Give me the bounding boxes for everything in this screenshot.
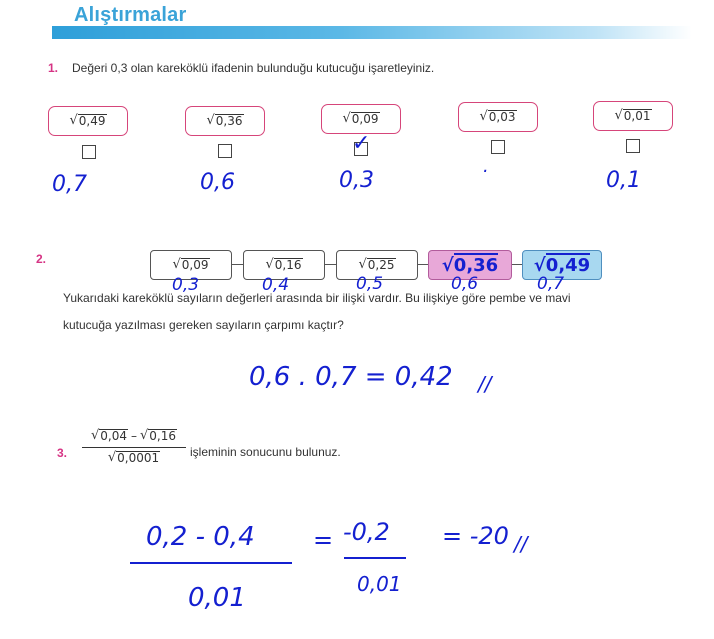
q2-connector-1: [232, 264, 243, 265]
q3-minus: –: [131, 429, 137, 443]
q1-radicand-3: 0,09: [351, 111, 379, 126]
q3-fraction: √ 0,04 – √ 0,16 √ 0,0001: [82, 429, 186, 466]
q2-blue-box: √0,49: [522, 250, 602, 280]
q2-number: 2.: [36, 252, 47, 266]
q2-connector-2: [325, 264, 336, 265]
q1-radicand-5: 0,01: [623, 108, 651, 123]
q1-checkbox-1[interactable]: [82, 145, 96, 159]
q2-note-1: 0,3: [172, 275, 200, 295]
q2-pink-value: 0,36: [453, 254, 499, 276]
q1-option-1: √ 0,49: [48, 106, 128, 136]
q3-work-equals-1: =: [313, 526, 334, 554]
q1-answer-4: .: [483, 156, 489, 177]
page-title: Alıştırmalar: [74, 4, 187, 26]
check-mark-icon: ✓: [352, 131, 371, 156]
q1-option-3: √ 0,09: [321, 104, 401, 134]
q2-text-line-1: Yukarıdaki kareköklü sayıların değerleri arasında bir ilişki vardır. Bu ilişkiye göre pembe ve mavi: [63, 291, 571, 305]
q2-chain-value-2: 0,16: [274, 257, 302, 272]
q2-answer-mark: //: [478, 372, 492, 396]
q2-chain-box-3: √ 0,25: [336, 250, 418, 280]
q2-text-line-2: kutucuğa yazılması gereken sayıların çarpımı kaçtır?: [63, 318, 344, 332]
q2-note-5: 0,7: [537, 274, 565, 294]
q2-pink-box: √0,36: [428, 250, 512, 280]
q3-numerator-a: 0,04: [100, 429, 127, 443]
q1-radicand-1: 0,49: [78, 113, 106, 128]
q1-option-5: √ 0,01: [593, 101, 673, 131]
q1-checkbox-4[interactable]: [491, 140, 505, 154]
q3-numerator-b: 0,16: [149, 429, 177, 443]
q3-work-mid-denominator: 0,01: [357, 572, 402, 596]
q1-checkbox-5[interactable]: [626, 139, 640, 153]
q2-connector-4: [512, 264, 522, 265]
q3-work-mark: //: [514, 532, 528, 556]
q3-fraction-bar: [82, 447, 186, 448]
q3-work-mid-bar: [344, 557, 406, 559]
q1-number: 1.: [48, 61, 59, 75]
title-bar: [52, 26, 692, 39]
q2-chain-box-2: √ 0,16: [243, 250, 325, 280]
q2-chain-value-1: 0,09: [181, 257, 209, 272]
q3-work-bar: [130, 562, 292, 564]
q1-answer-1: 0,7: [52, 172, 87, 197]
q3-work-result: = -20: [442, 522, 509, 550]
q2-handwritten-answer: 0,6 . 0,7 = 0,42: [249, 362, 453, 392]
q1-text: Değeri 0,3 olan kareköklü ifadenin bulunduğu kutucuğu işaretleyiniz.: [72, 61, 435, 75]
q1-radicand-4: 0,03: [488, 109, 516, 124]
q3-work-denominator: 0,01: [188, 583, 246, 613]
q2-chain-box-1: √ 0,09: [150, 250, 232, 280]
q1-radicand-2: 0,36: [215, 113, 243, 128]
q2-note-3: 0,5: [356, 274, 384, 294]
q3-denominator: 0,0001: [117, 450, 160, 465]
q2-chain-value-3: 0,25: [367, 257, 395, 272]
q1-option-2: √ 0,36: [185, 106, 265, 136]
q1-answer-2: 0,6: [200, 170, 235, 195]
q3-work-numerator: 0,2 - 0,4: [146, 522, 255, 552]
q1-option-4: √ 0,03: [458, 102, 538, 132]
q2-note-4: 0,6: [451, 274, 479, 294]
q2-connector-3: [418, 264, 428, 265]
q2-note-2: 0,4: [262, 275, 290, 295]
q2-blue-value: 0,49: [545, 254, 591, 276]
q3-number: 3.: [57, 446, 68, 460]
q3-text: işleminin sonucunu bulunuz.: [190, 445, 341, 459]
q1-answer-3: 0,3: [339, 168, 374, 193]
q1-checkbox-2[interactable]: [218, 144, 232, 158]
q3-work-mid-numerator: -0,2: [343, 518, 390, 546]
q1-answer-5: 0,1: [606, 168, 641, 193]
